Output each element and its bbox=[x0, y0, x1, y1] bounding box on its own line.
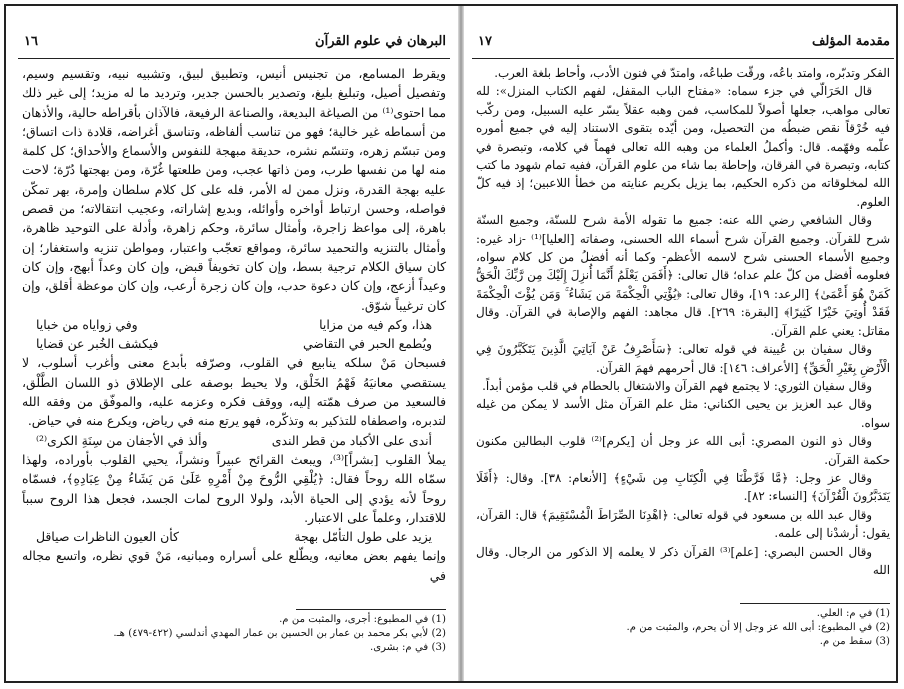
poem-hemistich: فيكشف الخُبر عن قضايا bbox=[36, 336, 159, 352]
poem-hemistich: ويُطمع الحبر في التقاضي bbox=[302, 336, 432, 352]
left-header-title: البرهان في علوم القرآن bbox=[315, 34, 446, 49]
right-footnote-rule bbox=[740, 603, 890, 604]
left-footnote-rule bbox=[296, 609, 446, 610]
left-page-header bbox=[18, 34, 450, 54]
left-poem-line-3 bbox=[22, 431, 446, 450]
left-page-body bbox=[22, 64, 446, 585]
right-paragraph-9: وقال عبد الله بن مسعود في قوله تعالى: ﴿اهْدِنَا الصِّرَاطَ الْمُسْتَقِيمَ﴾ قال: القرآن، يقول: أرشدْنا إلى علمه. bbox=[476, 507, 890, 541]
right-page-number: ١٧ bbox=[478, 34, 492, 49]
left-page-number: ١٦ bbox=[24, 34, 38, 49]
left-footnotes bbox=[22, 613, 446, 655]
right-paragraph-10: وقال الحسن البصري: [علم]⁽³⁾ القرآن ذكر لا يعلمه إلا الذكور من الرجال. وقال الله bbox=[476, 544, 890, 577]
poem-hemistich: وألذ في الأجفان من سِنَةِ الكرى⁽²⁾ bbox=[36, 432, 208, 448]
right-page-header bbox=[472, 34, 894, 54]
footnote: (3) سقط من م. bbox=[819, 636, 890, 647]
poem-hemistich: وفي زواياه من خبايا bbox=[36, 316, 138, 332]
right-paragraph-7: وقال ذو النون المصري: أبى الله عز وجل أن [يكرم]⁽²⁾ قلوب البطالين مكنون حكمة القرآن. bbox=[476, 434, 890, 467]
footnote: (2) في المطبوع: أبى الله عز وجل إلا أن يحرم، والمثبت من م. bbox=[626, 622, 890, 633]
left-header-rule bbox=[18, 58, 450, 59]
footnote: (3) في م: بشرى. bbox=[369, 642, 446, 653]
right-header-rule bbox=[472, 58, 894, 59]
left-paragraph-4: وإنما يفهم بعض معانيه، ويطّلع على أسراره ومبانيه، مَنْ قوي نظره، واتسع مجاله في bbox=[22, 548, 446, 583]
left-poem-line-1 bbox=[22, 315, 446, 334]
poem-hemistich: هذا، وكم فيه من مزايا bbox=[319, 316, 432, 332]
left-page bbox=[18, 6, 450, 681]
poem-hemistich: يزيد على طول التأمّل بهجة bbox=[294, 529, 432, 545]
left-poem-line-2 bbox=[22, 334, 446, 353]
left-paragraph-3: يملأ القلوب [بشراً]⁽³⁾، ويبعث القرائح عبيراً ونشراً، يحيي القلوب بأوراده، ولهذا سمّاه الله روحاً فقال: ﴿يُلْقِي الرُّوحَ مِنْ أَمْرِهِ عَلَىٰ مَن يَشَاءُ مِنْ عِبَادِهِ﴾، فسمّاه روحاً لأنه يؤدي إلى الحياة الأبد، ولولا الروح لمات الجسد، فجعل هذا الروح سبباً للاقتدار، وعلماً على الاعتبار. bbox=[22, 451, 447, 525]
right-paragraph-4: وقال سفيان بن عُيينة في قوله تعالى: ﴿سَأَصْرِفُ عَنْ آيَاتِيَ الَّذِينَ يَتَكَبَّرُونَ فِي الْأَرْضِ بِغَيْرِ الْحَقِّ﴾ [الأعراف: ١٤٦]: قال أحرمهم فهمَ القرآن. bbox=[476, 342, 890, 375]
footnote: (2) لأبي بكر محمد بن عمار بن الحسين بن عمار المهدي أندلسي (٤٢٢-٤٧٩) هـ. bbox=[113, 628, 446, 639]
right-paragraph-3: وقال الشافعي رضي الله عنه: جميع ما تقوله الأمة شرح للسنّة، وجميع السنّة شرح للقرآن. وجميع القرآن شرح أسماء الله الحسنى، وصفاته [العليا]⁽¹⁾ -زاد غيره: وجميع الأسماء الحسنى شرح لاسمه الأعظم- وكما أنه أفضلُ من كل كلام سواه، فعلومه أفضل من كلّ علم عداه؛ قال تعالى: ﴿أَفَمَن يَعْلَمُ أَنَّمَا أُنزِلَ إِلَيْكَ مِن رَّبِّكَ الْحَقُّ كَمَنْ هُوَ أَعْمَىٰ﴾ [الرعد: ١٩]، وقال تعالى: ﴿يُؤْتِي الْحِكْمَةَ مَن يَشَاءُ ۚ وَمَن يُؤْتَ الْحِكْمَةَ فَقَدْ أُوتِيَ خَيْرًا كَثِيرًا﴾ [البقرة: ٢٦٩]. قال مجاهد: الفهم والإصابة في القرآن. وقال مقاتل: يعني علم القرآن. bbox=[476, 213, 890, 338]
right-footnotes bbox=[476, 607, 890, 649]
left-paragraph-2: فسبحان مَنْ سلكه ينابيع في القلوب، وصرّفه بأبدع معنى وأغرب أسلوب، لا يستقصي معانيَهُ فَهْمُ الخَلْق، ولا يحيط بوصفه على الإطلاق ذو اللسان الطَّلْق، فالسعيد من صرف همّته إليه، ووقف فكره وعزمه عليه، والموفّق من وفقه الله لتدبره، واصطفاه للتذكير به وتذكّره، فهو يرتع منه في رياض، ويكرع منه في حياض. bbox=[22, 355, 446, 429]
right-paragraph-8: وقال عز وجل: ﴿مَّا فَرَّطْنَا فِي الْكِتَابِ مِن شَيْءٍ﴾ [الأنعام: ٣٨]. وقال: ﴿أَفَلَا يَتَدَبَّرُونَ الْقُرْآنَ﴾ [النساء: ٨٢]. bbox=[476, 470, 890, 504]
right-paragraph-1: الفكر وتدبّره، وامتد باعُه، ورقّت طباعُه، وامتدّ في فنون الأدب، وأحاط بلغة العرب. bbox=[494, 66, 890, 80]
left-poem-line-4 bbox=[22, 527, 446, 546]
book-spread bbox=[4, 4, 898, 683]
right-paragraph-2: قال الحَرَالّي في جزء سماه: «مفتاح الباب المقفل، لفهم الكتاب المنزل»: لله تعالى مواهب، جعلها أصولاً للمكاسب، فمن وهبه عقلاً يسّر عليه السبيل، ومن ركّب فيه خُرْقاً نقص ضبطُه من التحصيل، ومن أيّده بتقوى الاستناد إليه في جميع أموره علّمه وفهّمه. قال: وأكملُ العلماء من وهبه الله تعالى فهماً في كلامه، وتبصرة في كتابه، وتبصرة في الفرقان، وإحاطة بما شاء من علوم القرآن، ففيه تمام شهود ما كتب الله لمخلوقاته من ذكره الحكيم، بما يزيل بكريم عنايته من خطأ اللاعبين؛ إذ فيه كلّ العلوم. bbox=[476, 84, 890, 209]
book-gutter bbox=[458, 6, 464, 681]
right-paragraph-5: وقال سفيان الثوري: لا يجتمع فهم القرآن والاشتغال بالحطام في قلب مؤمن أبداً. bbox=[482, 378, 872, 393]
footnote: (1) في م: العلي. bbox=[816, 608, 890, 619]
right-header-title: مقدمة المؤلف bbox=[811, 34, 890, 49]
footnote: (1) في المطبوع: أجرى، والمثبت من م. bbox=[279, 614, 446, 625]
poem-hemistich: أندى على الأكباد من قطر الندى bbox=[271, 432, 432, 448]
right-paragraph-6: وقال عبد العزيز بن يحيى الكناني: مثل علم القرآن مثل الأسد لا يمكن من غيله سواه. bbox=[476, 397, 890, 430]
poem-hemistich: كأن العيون الناظرات صياقل bbox=[36, 529, 179, 545]
left-paragraph-1: ويقرط المسامع، من تجنيس أنيس، وتطبيق لبيق، وتشبيه نبيه، وتقسيم وسيم، وتفصيل أصيل، وتبليغ بليغ، وتصدير بالحسن جدير، وترديد ما له مزيد؛ إلى غير ذلك مما احتوى⁽¹⁾ من الصياغة البديعة، والصناعة الرفيعة، فالآذان بأقراطه حالية، والأذهان من أسماطه غير خالية؛ فهو من تناسب ألفاظه، وتناسق أغراضه، قلادة ذات اتساق؛ ومن تبسّم زهره، وتنسّم نشره، حديقة مبهجة للنفوس والأسماع والأحداق؛ كل كلمة منه لها من نفسها طرب، ومن ذاتها عجب، ومن طلعتها غُرّة، ومن بهجتها دُرّة؛ لاحت عليه بهجة القدرة، ونزل ممن له الأمر، فله على كل كلام سلطان وإمرة، بهر تمكّن فواصله، وحسن ارتباط أواخره وأوائله، وبديع إشاراته، وعجيب انتقالاته؛ من قصص باهرة، إلى مواعظ زاجرة، وأمثال سائرة، وحكم زاهرة، وأدلة على التوحيد ظاهرة، وأمثال بالتنزيه والتحميد سائرة، ومواقع تعجّب واعتبار، ومواطن تنزيه واستغفار؛ إن كان سياق الكلام ترجية بسط، وإن كان تخويفاً قبض، وإن كان وعداً أبهج، وإن كان وعيداً أزعج، وإن كان دعوة حدب، وإن كان زجرة أرعب، وإن كان موعظة أقلق، وإن كان ترغيباً شوّق. bbox=[22, 66, 446, 313]
right-page bbox=[472, 6, 894, 681]
right-page-body bbox=[476, 64, 890, 579]
